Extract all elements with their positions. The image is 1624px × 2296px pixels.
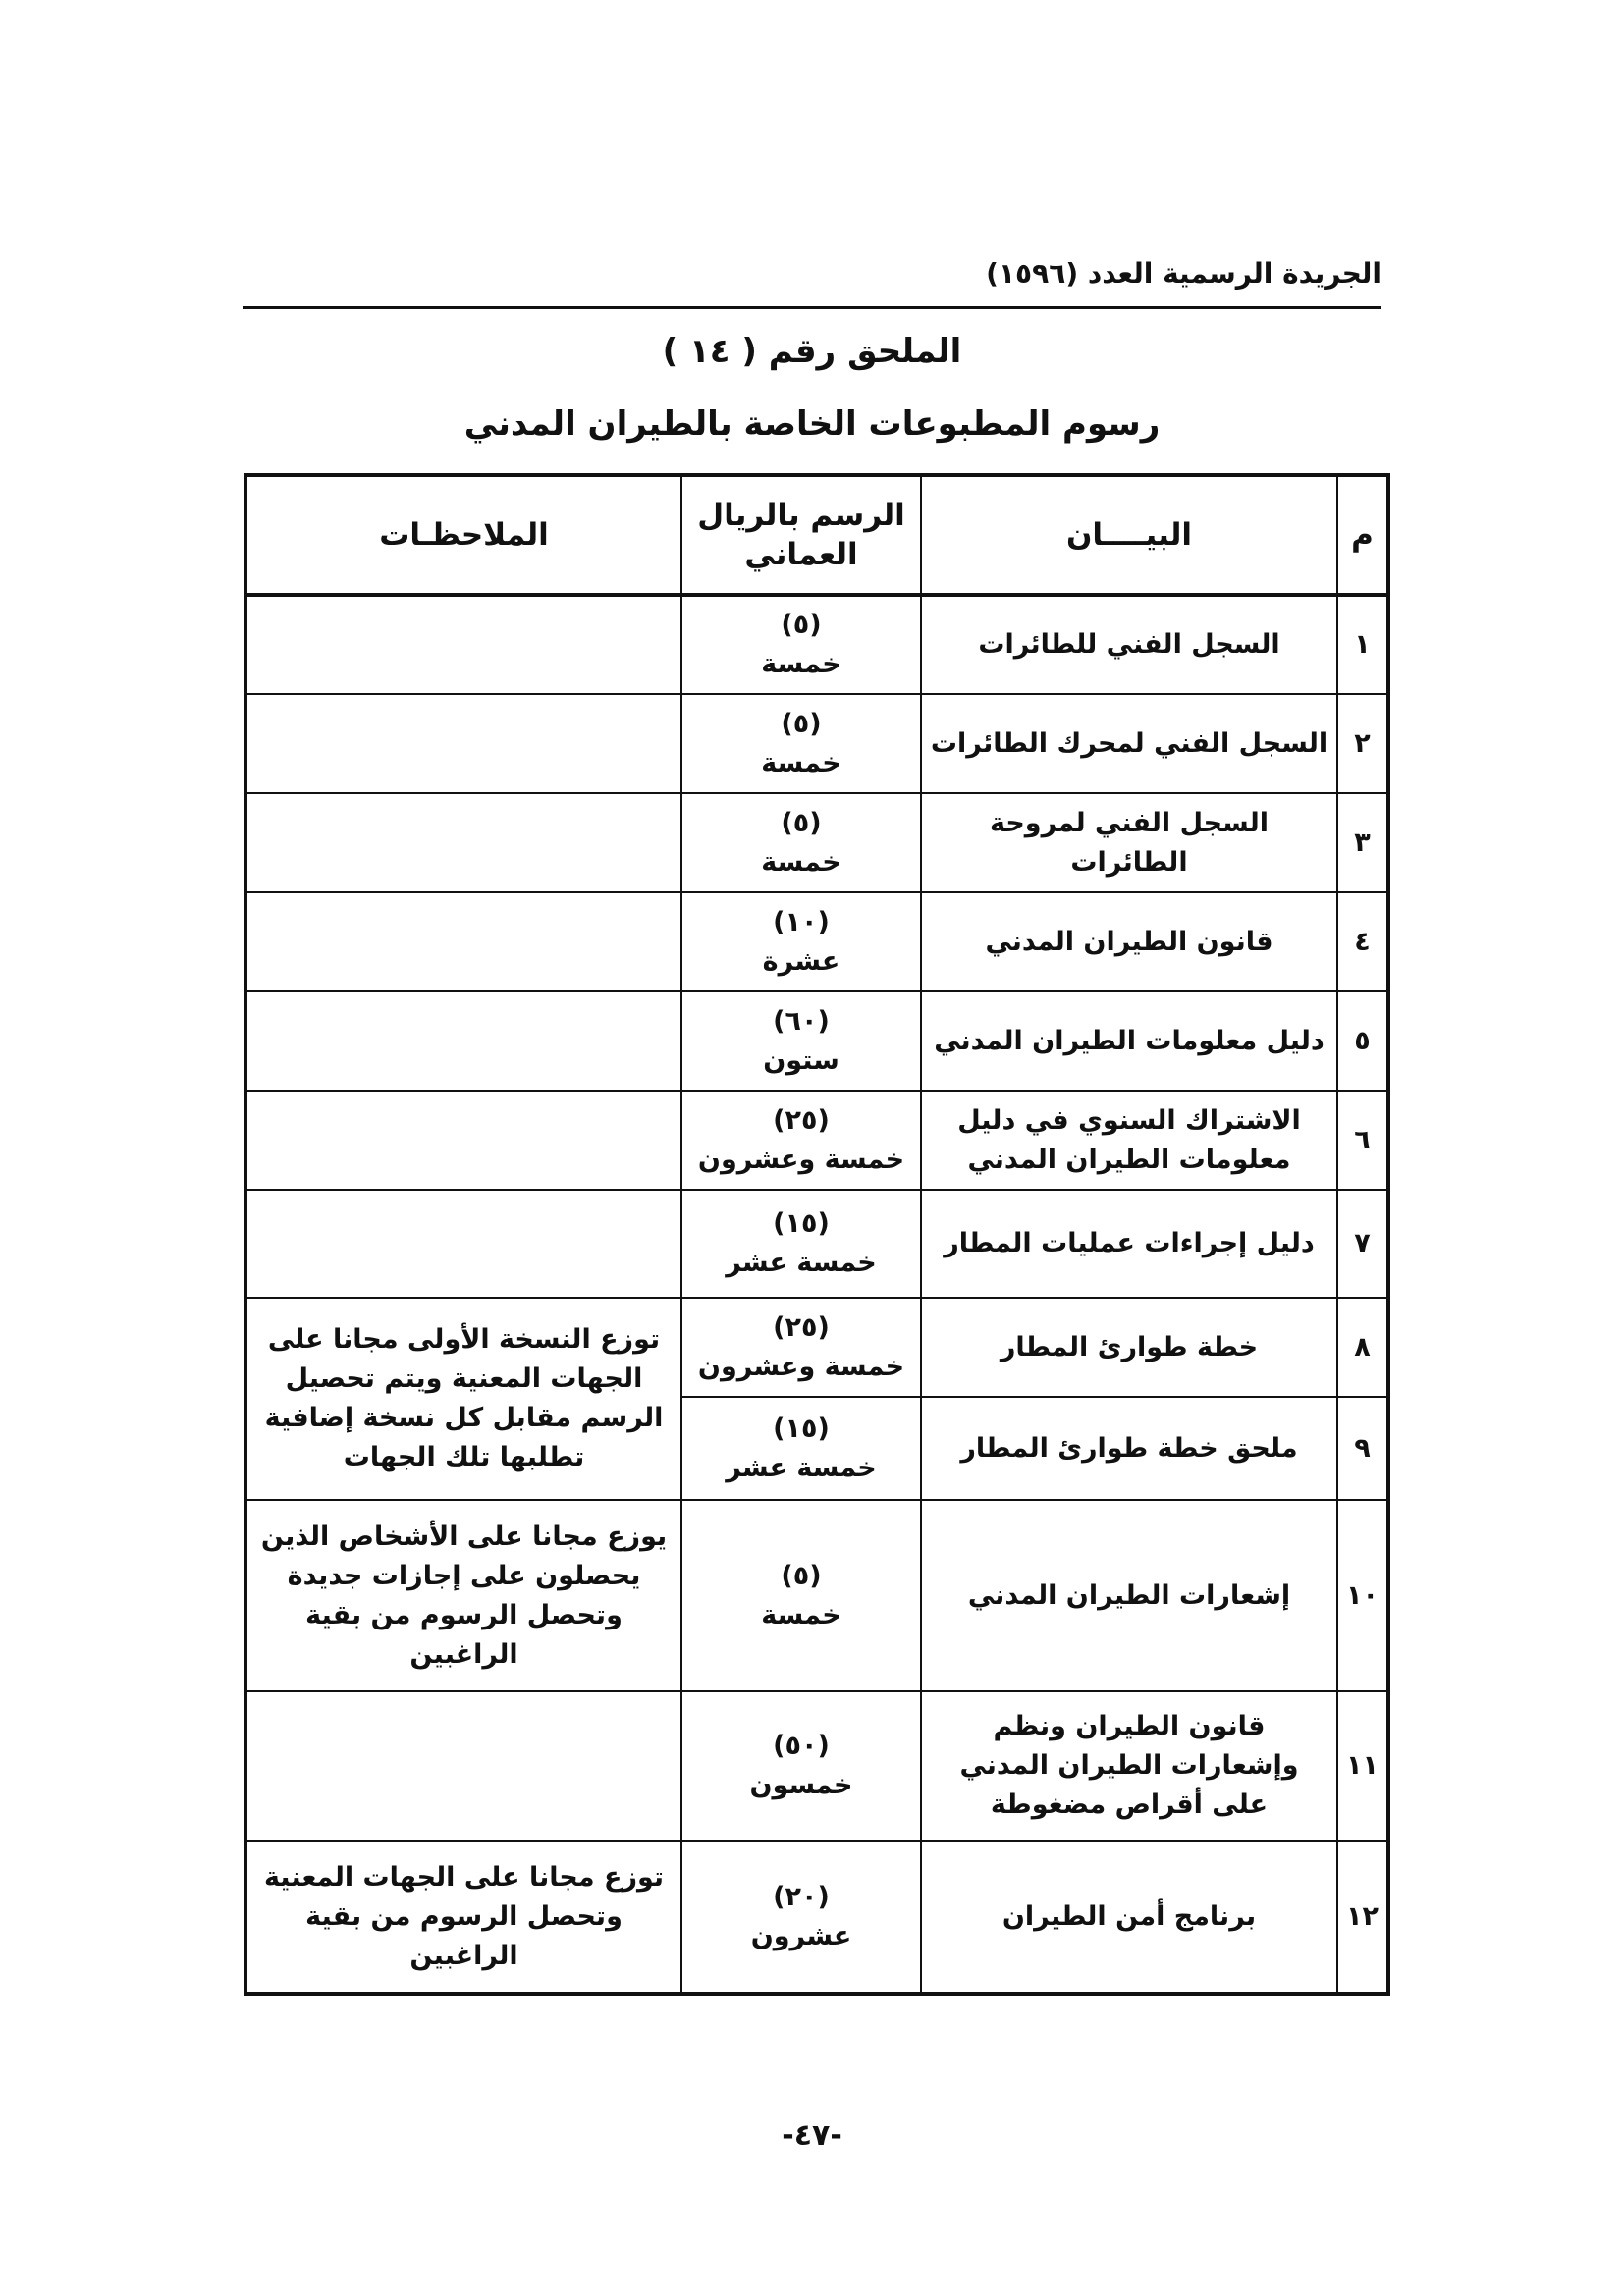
row-description: السجل الفني للطائرات [921, 595, 1337, 694]
row-number: ٦ [1337, 1091, 1388, 1190]
row-notes: توزع مجانا على الجهات المعنية وتحصل الرسوم من بقية الراغبين [245, 1841, 681, 1994]
row-fee [681, 694, 921, 793]
fee-number: (٥) [781, 708, 822, 739]
fee-words: خمسة وعشرون [697, 1351, 905, 1382]
row-notes [245, 793, 681, 892]
row-description: إشعارات الطيران المدني [921, 1500, 1337, 1691]
row-fee [681, 991, 921, 1091]
fee-number: (٥) [781, 807, 822, 838]
annex-title: الملحق رقم ( ١٤ ) [662, 332, 962, 371]
fee-words: خمسة عشر [726, 1452, 877, 1483]
row-number: ١ [1337, 595, 1388, 694]
row-number: ٥ [1337, 991, 1388, 1091]
fee-words: عشرة [762, 945, 840, 977]
row-description: برنامج أمن الطيران [921, 1841, 1337, 1994]
table-row [245, 1841, 1388, 1994]
table-row [245, 892, 1388, 991]
fee-words: عشرون [750, 1920, 852, 1951]
gazette-header: الجريدة الرسمية العدد (١٥٩٦) [986, 257, 1381, 290]
fee-number: (٢٥) [773, 1311, 830, 1343]
header-notes: الملاحظـات [245, 475, 681, 595]
row-number: ٨ [1337, 1298, 1388, 1397]
row-notes [245, 991, 681, 1091]
row-notes [245, 892, 681, 991]
row-number: ٤ [1337, 892, 1388, 991]
fee-words: خمسون [749, 1770, 853, 1800]
table-row [245, 1091, 1388, 1190]
table-row [245, 1298, 1388, 1397]
fee-words: خمسة [761, 649, 841, 679]
row-number: ٣ [1337, 793, 1388, 892]
document-subtitle: رسوم المطبوعات الخاصة بالطيران المدني [463, 404, 1161, 444]
row-description: ملحق خطة طوارئ المطار [921, 1397, 1337, 1500]
fee-words: خمسة وعشرون [697, 1144, 905, 1175]
row-fee [681, 1691, 921, 1841]
table-header-row [245, 475, 1388, 595]
row-number: ١٢ [1337, 1841, 1388, 1994]
table-row [245, 991, 1388, 1091]
table-row [245, 595, 1388, 694]
table-row [245, 1691, 1388, 1841]
fee-number: (١٥) [773, 1413, 830, 1444]
row-notes [245, 1091, 681, 1190]
row-description: قانون الطيران ونظم وإشعارات الطيران المدني على أقراص مضغوطة [921, 1691, 1337, 1841]
row-fee [681, 1298, 921, 1397]
fee-words: خمسة [761, 747, 841, 778]
row-description: السجل الفني لمحرك الطائرات [921, 694, 1337, 793]
page-number: -٤٧- [782, 2118, 842, 2153]
fee-words: خمسة [761, 846, 841, 878]
row-number: ٢ [1337, 694, 1388, 793]
row-fee [681, 1397, 921, 1500]
fees-table [244, 473, 1390, 1996]
row-notes [245, 595, 681, 694]
row-fee [681, 892, 921, 991]
row-description: قانون الطيران المدني [921, 892, 1337, 991]
fee-words: خمسة عشر [726, 1248, 877, 1278]
row-notes [245, 1190, 681, 1298]
header-num: م [1337, 475, 1388, 595]
row-notes: يوزع مجانا على الأشخاص الذين يحصلون على إجازات جديدة وتحصل الرسوم من بقية الراغبين [245, 1500, 681, 1691]
header-divider [243, 306, 1381, 309]
header-description: البيــــان [921, 475, 1337, 595]
row-fee [681, 1091, 921, 1190]
fee-number: (٥) [781, 610, 822, 640]
fee-number: (٢٠) [773, 1881, 830, 1912]
table-row [245, 694, 1388, 793]
table-row [245, 793, 1388, 892]
fee-number: (٥٠) [773, 1731, 830, 1761]
row-notes [245, 1691, 681, 1841]
row-fee [681, 1190, 921, 1298]
fee-words: خمسة [761, 1599, 841, 1630]
row-fee [681, 595, 921, 694]
row-fee [681, 793, 921, 892]
fee-words: ستون [763, 1044, 839, 1076]
row-description: خطة طوارئ المطار [921, 1298, 1337, 1397]
row-number: ١١ [1337, 1691, 1388, 1841]
fee-number: (٢٥) [773, 1104, 830, 1136]
table-row [245, 1190, 1388, 1298]
row-description: السجل الفني لمروحة الطائرات [921, 793, 1337, 892]
row-number: ١٠ [1337, 1500, 1388, 1691]
fee-number: (١٥) [773, 1208, 830, 1239]
row-notes [245, 694, 681, 793]
row-fee [681, 1500, 921, 1691]
row-notes: توزع النسخة الأولى مجانا على الجهات المعنية ويتم تحصيل الرسم مقابل كل نسخة إضافية تطلبها تلك الجهات [245, 1298, 681, 1500]
fee-number: (٥) [781, 1560, 822, 1591]
header-fee: الرسم بالريال العماني [681, 475, 921, 595]
row-description: الاشتراك السنوي في دليل معلومات الطيران المدني [921, 1091, 1337, 1190]
row-fee [681, 1841, 921, 1994]
row-description: دليل إجراءات عمليات المطار [921, 1190, 1337, 1298]
row-description: دليل معلومات الطيران المدني [921, 991, 1337, 1091]
table-row [245, 1500, 1388, 1691]
row-number: ٩ [1337, 1397, 1388, 1500]
row-number: ٧ [1337, 1190, 1388, 1298]
fee-number: (١٠) [773, 906, 830, 937]
fee-number: (٦٠) [773, 1005, 830, 1037]
